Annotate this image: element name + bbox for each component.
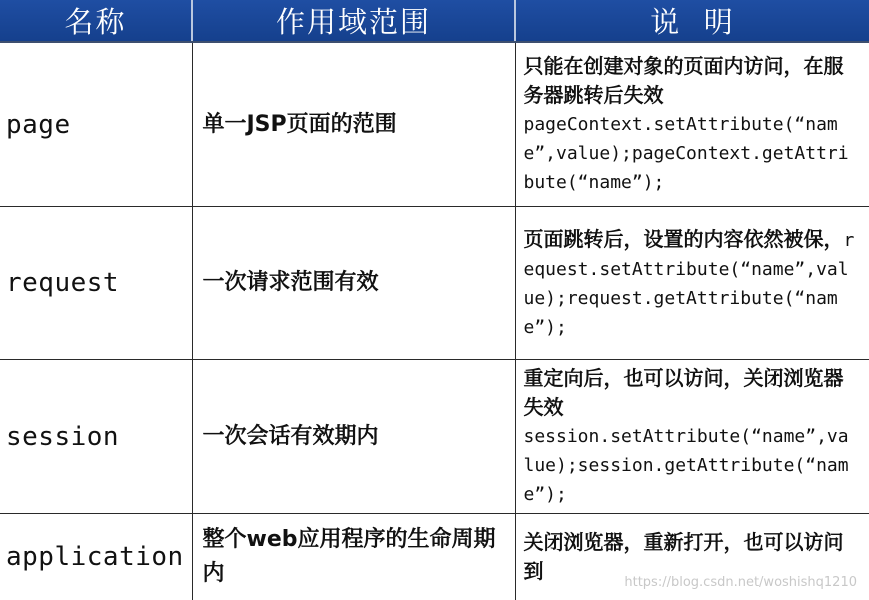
scope-description [515, 360, 869, 514]
watermark-url: https://blog.csdn.net/woshishq1210 [624, 575, 857, 590]
header-description: 说 明 [515, 0, 869, 42]
scope-name: request [0, 207, 192, 360]
scope-description [515, 42, 869, 207]
scope-description [515, 207, 869, 360]
scope-range: 一次请求范围有效 [192, 207, 515, 360]
description-code: pageContext.setAttribute(“name”,value);pageContext.getAttribute(“name”); [524, 110, 860, 197]
table-row-request [0, 207, 869, 360]
description-text: 关闭浏览器，重新打开，也可以访问到 [524, 528, 860, 586]
scope-name: application [0, 514, 192, 600]
header-scope: 作用域范围 [192, 0, 515, 42]
header-name: 名称 [0, 0, 192, 42]
description-text: 只能在创建对象的页面内访问，在服务器跳转后失效 [524, 52, 860, 110]
scope-name: session [0, 360, 192, 514]
scope-range: 单一JSP页面的范围 [192, 42, 515, 207]
table-row-session [0, 360, 869, 514]
scope-name: page [0, 42, 192, 207]
description-text: 重定向后，也可以访问，关闭浏览器失效 [524, 364, 860, 422]
description-text: 页面跳转后，设置的内容依然被保， [524, 227, 844, 251]
scope-range: 整个web应用程序的生命周期内 [192, 514, 515, 600]
table-row-page [0, 42, 869, 207]
description-code: session.setAttribute(“name”,value);session.getAttribute(“name”); [524, 422, 860, 509]
header-row [0, 0, 869, 42]
description-code: request.setAttribute(“name”,value);request.getAttribute(“name”); [524, 230, 855, 338]
scope-range: 一次会话有效期内 [192, 360, 515, 514]
